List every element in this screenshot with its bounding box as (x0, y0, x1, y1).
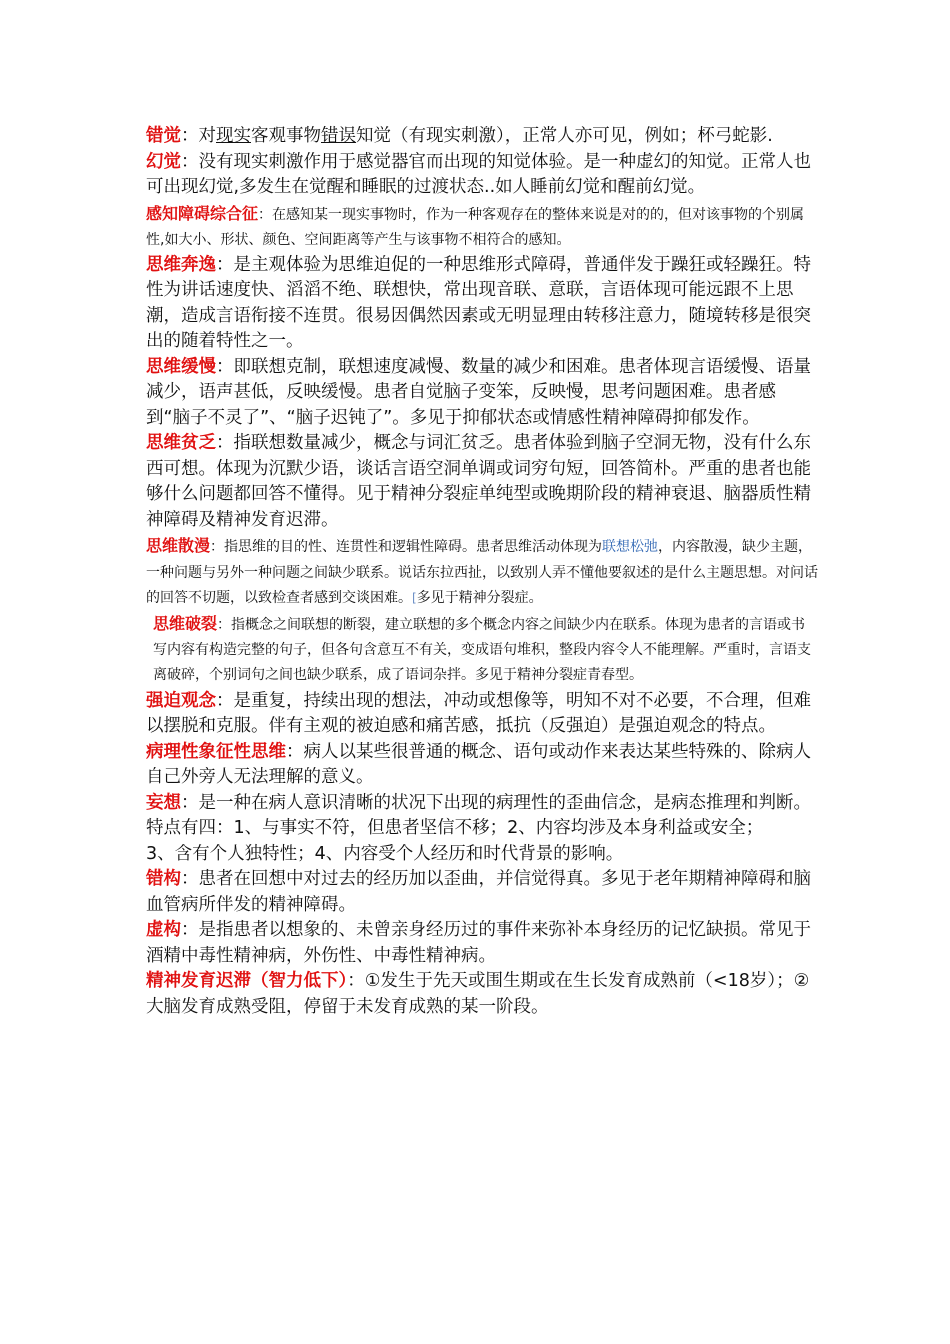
entry-term: 错觉 (146, 126, 181, 146)
entry-retardation: 思维缓慢：即联想克制，联想速度减慢、数量的减少和困难。患者体现言语缓慢、语量减少，语声甚低，反映缓慢。患者自觉脑子变笨，反映慢，思考问题困难。患者感到“脑子不灵了”、“脑子迟钝了”。多见于抑郁状态或情感性精神障碍抑郁发作。 (146, 356, 811, 428)
entry-term: 思维破裂 (153, 614, 218, 634)
entry-mental-retardation: 精神发育迟滞（智力低下）：①发生于先天或围生期或在生长发育成熟前（<18岁）；②大脑发育成熟受阻，停留于未发育成熟的某一阶段。 (146, 971, 810, 1017)
entry-term: 错构 (146, 869, 181, 890)
entry-term: 精神发育迟滞（智力低下） (146, 971, 348, 992)
entry-term: 强迫观念 (146, 690, 216, 711)
entry-confabulation: 虚构：是指患者以想象的、未曾亲身经历过的事件来弥补本身经历的记忆缺损。常见于酒精中毒性精神病，外伤性、中毒性精神病。 (146, 920, 811, 966)
entry-delusion-continued: 3、含有个人独特性；4、内容受个人经历和时代背景的影响。 (146, 843, 624, 864)
entry-term: 思维散漫 (146, 536, 211, 556)
entry-symbolic-thinking: 病理性象征性思维：病人以某些很普通的概念、语句或动作来表达某些特殊的、除病人自己外旁人无法理解的意义。 (146, 741, 811, 788)
entry-incoherence: 思维破裂：指概念之间联想的断裂，建立联想的多个概念内容之间缺少内在联系。体现为患者的言语或书写内容有构造完整的句子，但各句含意互不有关，变成语句堆积，整段内容令人不能理解。严重时，言语支离破碎，个别词句之间也缺少联系，成了语词杂拌。多见于精神分裂症青春型。 (153, 614, 811, 684)
entry-term: 幻觉 (146, 151, 181, 172)
document-body (146, 124, 818, 1020)
entry-term: 妄想 (146, 792, 181, 813)
entry-perception-syndrome: 感知障碍综合征：在感知某一现实事物时，作为一种客观存在的整体来说是对的的，但对该事物的个别属性,如大小、形状、颜色、空间距离等产生与该事物不相符合的感知。 (146, 203, 805, 248)
entry-term: 虚构 (146, 920, 181, 941)
entry-paramnesia: 错构：患者在回想中对过去的经历加以歪曲，并信觉得真。多见于老年期精神障碍和脑血管病所伴发的精神障碍。 (146, 869, 811, 915)
entry-term: 思维奔逸 (146, 254, 216, 275)
entry-term: 思维缓慢 (146, 356, 216, 377)
loose-association-link[interactable]: 联想松弛 (602, 539, 659, 556)
entry-poverty-of-thought: 思维贫乏：指联想数量减少，概念与词汇贫乏。患者体验到脑子空洞无物，没有什么东西可想。体现为沉默少语，谈话言语空洞单调或词穷句短，回答简朴。严重的患者也能够什么问题都回答不懂得。见于精神分裂症单纯型或晚期阶段的精神衰退、脑器质性精神障碍及精神发育迟滞。 (146, 433, 811, 530)
entry-flight-of-ideas: 思维奔逸：是主观体验为思维迫促的一种思维形式障碍，普通伴发于躁狂或轻躁狂。特性为讲话速度快、滔滔不绝、联想快，常出现音联、意联，言语体现可能远跟不上思潮，造成言语衔接不连贯。很易因偶然因素或无明显理由转移注意力，随境转移是很突出的随着特性之一。 (146, 254, 811, 352)
entry-term: 病理性象征性思维 (146, 741, 286, 762)
entry-term: 思维贫乏 (146, 433, 216, 454)
entry-delusion: 妄想：是一种在病人意识清晰的状况下出现的病理性的歪曲信念，是病态推理和判断。特点有四：1、与事实不符，但患者坚信不移；2、内容均涉及本身利益或安全； (146, 792, 811, 839)
entry-term: 感知障碍综合征 (146, 203, 259, 223)
entry-loosening: 思维散漫：指思维的目的性、连贯性和逻辑性障碍。患者思维活动体现为联想松弛，内容散漫，缺少主题，一种问题与另外一种问题之间缺少联系。说话东拉西扯，以致别人弄不懂他要叙述的是什么主题思想。对问话的回答不切题，以致检查者感到交谈困难。[多见于精神分裂症。 (146, 536, 818, 606)
entry-illusion: 错觉：对现实客观事物错误知觉（有现实刺激），正常人亦可见，例如；杯弓蛇影. (146, 126, 773, 146)
footnote-mark: [ (412, 590, 417, 605)
entry-hallucination: 幻觉：没有现实刺激作用于感觉器官而出现的知觉体验。是一种虚幻的知觉。正常人也可出现幻觉,多发生在觉醒和睡眠的过渡状态..如人睡前幻觉和醒前幻觉。 (146, 151, 811, 197)
entry-obsession: 强迫观念：是重复，持续出现的想法，冲动或想像等，明知不对不必要，不合理，但难以摆脱和克服。伴有主观的被迫感和痛苦感，抵抗（反强迫）是强迫观念的特点。 (146, 690, 811, 737)
